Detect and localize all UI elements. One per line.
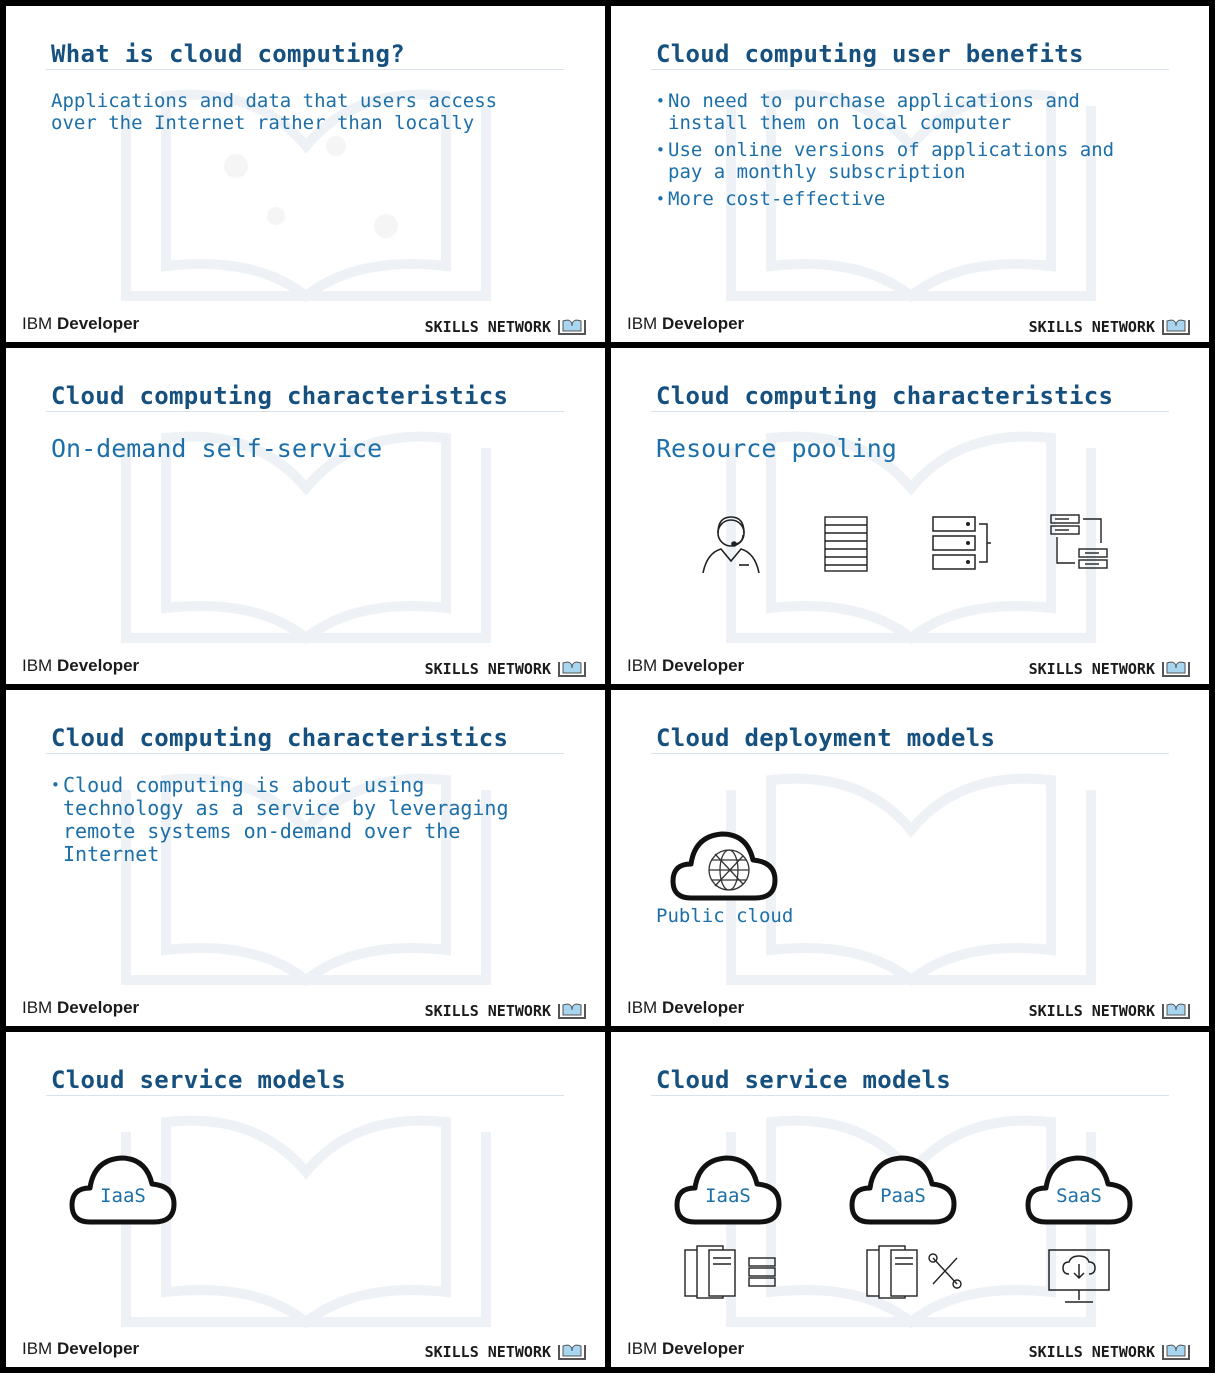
- slide-3: [6, 348, 605, 684]
- title-divider: [46, 411, 564, 412]
- skills-network-icon: [1161, 1343, 1191, 1361]
- skills-network-logo: SKILLS NETWORK: [1029, 318, 1191, 336]
- platform-tools-icon: [865, 1244, 965, 1300]
- software-download-monitor-icon: [1047, 1248, 1111, 1306]
- ibm-developer-logo: IBM Developer: [627, 314, 745, 333]
- slide-2: [611, 6, 1209, 342]
- skills-network-icon: [1161, 1002, 1191, 1020]
- ibm-developer-logo: IBM Developer: [627, 656, 745, 675]
- slide-4: [611, 348, 1209, 684]
- iaas-label: IaaS: [100, 1185, 146, 1207]
- slide-8: [611, 1032, 1209, 1367]
- skills-network-logo: SKILLS NETWORK: [425, 1343, 587, 1361]
- slide-title: Cloud computing characteristics: [51, 382, 509, 410]
- slide-5: [6, 690, 605, 1026]
- skills-network-icon: [1161, 318, 1191, 336]
- list-item: • More cost-effective: [656, 188, 1176, 210]
- slide-title: Cloud service models: [656, 1066, 951, 1094]
- skills-network-logo: SKILLS NETWORK: [1029, 1343, 1191, 1361]
- slide-6: [611, 690, 1209, 1026]
- slide-body: Applications and data that users access over the Internet rather than locally: [51, 90, 498, 134]
- title-divider: [651, 753, 1169, 754]
- slide-7: [6, 1032, 605, 1367]
- skills-network-icon: [557, 1002, 587, 1020]
- saas-label: SaaS: [1056, 1185, 1102, 1207]
- title-divider: [651, 411, 1169, 412]
- ibm-developer-logo: IBM Developer: [22, 314, 140, 333]
- server-stack-icon: [931, 515, 993, 573]
- ibm-developer-logo: IBM Developer: [22, 1339, 140, 1358]
- ibm-developer-logo: IBM Developer: [22, 998, 140, 1017]
- bullet-list: [656, 90, 1176, 215]
- title-divider: [46, 753, 564, 754]
- slide-title: What is cloud computing?: [51, 40, 405, 68]
- skills-network-icon: [557, 660, 587, 678]
- bullet-list: [51, 774, 571, 871]
- skills-network-logo: SKILLS NETWORK: [1029, 660, 1191, 678]
- ibm-developer-logo: IBM Developer: [627, 1339, 745, 1358]
- ibm-developer-logo: IBM Developer: [627, 998, 745, 1017]
- skills-network-icon: [557, 318, 587, 336]
- slide-title: Cloud service models: [51, 1066, 346, 1094]
- title-divider: [651, 69, 1169, 70]
- support-agent-icon: [699, 513, 763, 575]
- skills-network-logo: SKILLS NETWORK: [425, 660, 587, 678]
- slide-body: On-demand self-service: [51, 434, 383, 463]
- skills-network-icon: [557, 1343, 587, 1361]
- public-cloud-label: Public cloud: [656, 905, 794, 927]
- title-divider: [46, 69, 564, 70]
- list-item: • No need to purchase applications and install them on local computer: [656, 90, 1176, 134]
- skills-network-logo: SKILLS NETWORK: [1029, 1002, 1191, 1020]
- slide-title: Cloud computing characteristics: [51, 724, 509, 752]
- slide-title: Cloud computing user benefits: [656, 40, 1084, 68]
- skills-network-icon: [1161, 660, 1191, 678]
- title-divider: [651, 1095, 1169, 1096]
- infrastructure-servers-icon: [683, 1244, 783, 1300]
- slide-title: Cloud deployment models: [656, 724, 996, 752]
- ibm-developer-logo: IBM Developer: [22, 656, 140, 675]
- iaas-label: IaaS: [705, 1185, 751, 1207]
- paas-label: PaaS: [880, 1185, 926, 1207]
- skills-network-logo: SKILLS NETWORK: [425, 318, 587, 336]
- slide-title: Cloud computing characteristics: [656, 382, 1114, 410]
- slide-1: [6, 6, 605, 342]
- title-divider: [46, 1095, 564, 1096]
- slide-body: Resource pooling: [656, 434, 897, 463]
- public-cloud-icon: [669, 824, 779, 904]
- skills-network-logo: SKILLS NETWORK: [425, 1002, 587, 1020]
- server-rack-icon: [823, 515, 869, 573]
- server-network-icon: [1049, 513, 1109, 573]
- list-item: • Use online versions of applications and pay a monthly subscription: [656, 139, 1176, 183]
- list-item: • Cloud computing is about using technology as a service by leveraging remote systems on-demand over the Internet: [51, 774, 571, 866]
